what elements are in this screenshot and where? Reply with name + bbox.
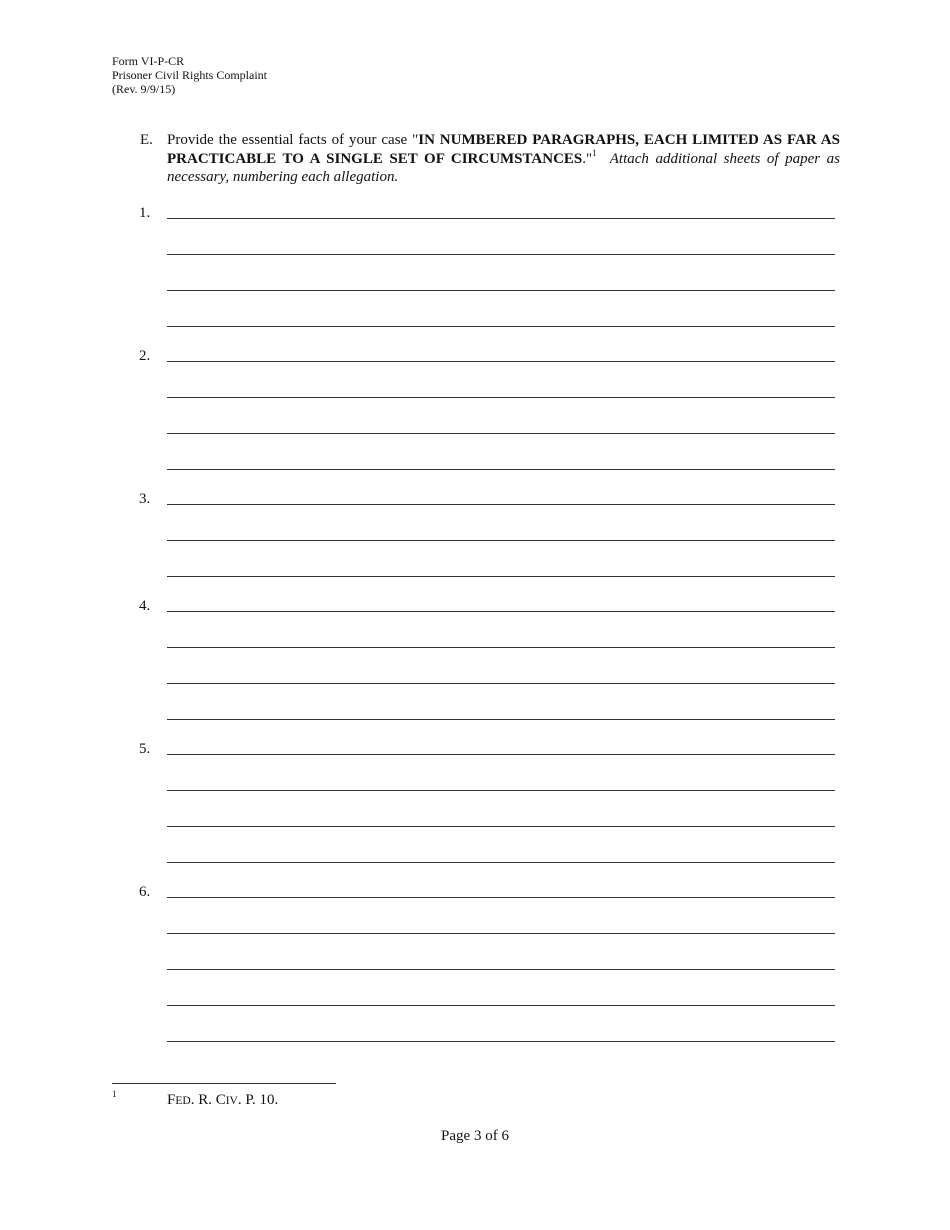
writing-line[interactable] (167, 969, 835, 970)
instruction-block (140, 131, 840, 187)
form-title: Prisoner Civil Rights Complaint (112, 68, 268, 82)
writing-line[interactable] (167, 397, 835, 398)
instruction-text (167, 131, 840, 187)
section-letter: E. (140, 132, 153, 148)
writing-line[interactable] (167, 719, 835, 720)
instruction-closing: ." (582, 150, 593, 167)
footnote-mark: 1 (112, 1089, 117, 1099)
writing-line[interactable] (167, 290, 835, 291)
writing-line[interactable] (167, 790, 835, 791)
writing-line[interactable] (167, 1041, 835, 1042)
footnote-tail: . P. 10. (237, 1092, 279, 1108)
writing-line[interactable] (167, 326, 835, 327)
writing-line[interactable] (167, 933, 835, 934)
instruction-lead: Provide the essential facts of your case " (167, 132, 419, 148)
page-number: Page 3 of 6 (441, 1128, 509, 1144)
writing-line[interactable] (167, 647, 835, 648)
writing-line[interactable] (167, 611, 835, 612)
footnote-fed-initial: F (167, 1092, 176, 1108)
paragraph-number: 2. (139, 348, 151, 364)
paragraph-number: 6. (139, 884, 151, 900)
writing-line[interactable] (167, 433, 835, 434)
footnote-text (167, 1091, 278, 1110)
writing-line[interactable] (167, 361, 835, 362)
form-id: Form VI-P-CR (112, 54, 185, 68)
writing-line[interactable] (167, 862, 835, 863)
paragraph-number: 5. (139, 741, 151, 757)
writing-line[interactable] (167, 897, 835, 898)
writing-line[interactable] (167, 540, 835, 541)
writing-line[interactable] (167, 469, 835, 470)
writing-line[interactable] (167, 1005, 835, 1006)
writing-line[interactable] (167, 754, 835, 755)
writing-line[interactable] (167, 576, 835, 577)
footnote-civ-rest: IV (225, 1095, 238, 1107)
writing-line[interactable] (167, 683, 835, 684)
paragraph-number: 4. (139, 598, 151, 614)
paragraph-number: 3. (139, 491, 151, 507)
paragraph-number: 1. (139, 205, 151, 221)
instruction-bold: IN NUMBERED PARAGRAPHS, EACH LIMITED AS FAR AS PRACTICABLE TO A SINGLE SET OF CIRCUMSTANCES (167, 132, 840, 167)
footnote-fed-rest: ED (175, 1095, 191, 1107)
footnote-ref: 1 (592, 147, 597, 158)
writing-line[interactable] (167, 504, 835, 505)
form-revision: (Rev. 9/9/15) (112, 82, 176, 96)
footnote-r: . R. (190, 1092, 216, 1108)
form-header (112, 54, 267, 96)
instruction-italic: Attach additional sheets of paper as necessary, numbering each allegation. (167, 150, 841, 185)
writing-line[interactable] (167, 254, 835, 255)
writing-line[interactable] (167, 826, 835, 827)
writing-line[interactable] (167, 218, 835, 219)
footnote-civ-initial: C (215, 1092, 226, 1108)
footnote-divider (112, 1083, 336, 1084)
